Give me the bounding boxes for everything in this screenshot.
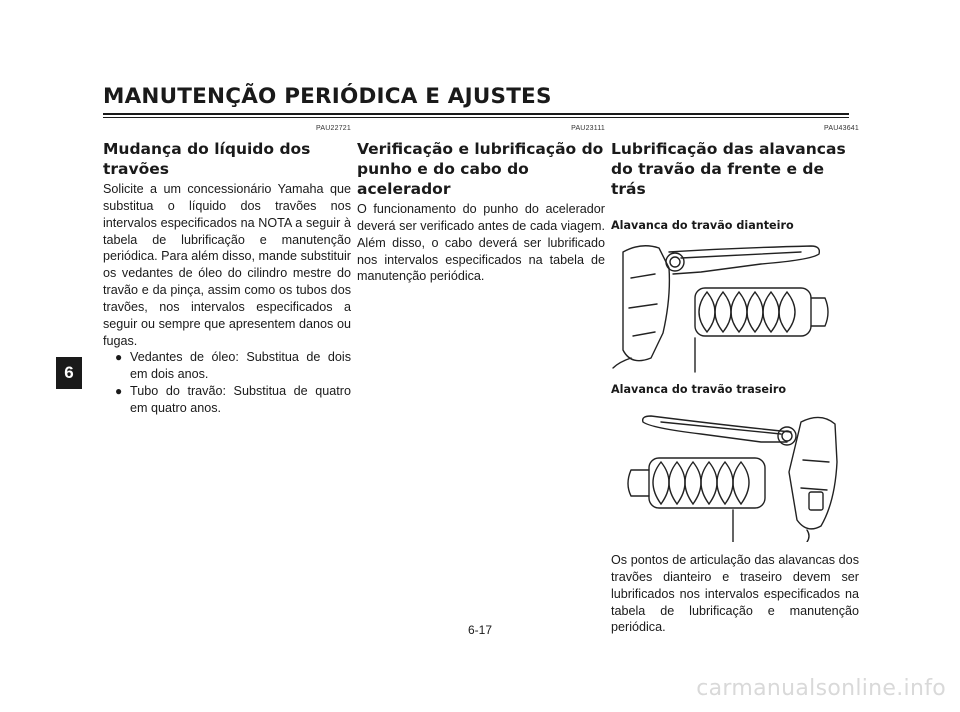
bullet-item <box>115 383 351 417</box>
bullet-dot-icon: ● <box>115 350 123 365</box>
section-code: PAU23111 <box>571 125 605 132</box>
rear-lever-illustration <box>611 402 859 542</box>
page-title: MANUTENÇÃO PERIÓDICA E AJUSTES <box>103 84 552 109</box>
rear-lever-label: Alavanca do travão traseiro <box>611 383 787 396</box>
chapter-tab[interactable]: 6 <box>56 357 82 389</box>
front-lever-illustration <box>611 238 859 373</box>
section-throttle <box>357 125 605 285</box>
front-lever-label: Alavanca do travão dianteiro <box>611 219 794 232</box>
title-rule <box>103 113 849 115</box>
bullet-dot-icon: ● <box>115 384 123 399</box>
bullet-item <box>115 349 351 383</box>
section-brake-levers <box>611 125 859 636</box>
section-code: PAU22721 <box>316 125 351 132</box>
section-heading: Verificação e lubrificação do punho e do cabo do acelerador <box>357 140 604 198</box>
front-brake-lever-icon <box>611 238 847 373</box>
title-rule-thin <box>103 117 849 118</box>
rear-brake-lever-icon <box>611 402 847 542</box>
section-paragraph: Os pontos de articulação das alavancas dos travões dianteiro e traseiro devem ser lubrificados nos intervalos especificados na tabela de lubrificação e manutenção periódica. <box>611 553 859 635</box>
section-code: PAU43641 <box>824 125 859 132</box>
section-heading: Lubrificação das alavancas do travão da frente e de trás <box>611 140 846 198</box>
bullet-text: Tubo do travão: Substitua de quatro em quatro anos. <box>130 384 351 415</box>
section-heading: Mudança do líquido dos travões <box>103 140 311 178</box>
page-number: 6-17 <box>467 623 493 637</box>
section-paragraph: Solicite a um concessionário Yamaha que substitua o líquido dos travões nos intervalos especificados na NOTA a seguir à tabela de lubrificação e manutenção periódica. Para além disso, mande substituir os vedantes de óleo do cilindro mestre do travão e da pinça, assim como os tubos dos travões, nos intervalos especificados a seguir ou sempre que apresentem danos ou fugas. <box>103 182 351 348</box>
bullet-text: Vedantes de óleo: Substitua de dois em dois anos. <box>130 350 351 382</box>
section-paragraph: O funcionamento do punho do acelerador deverá ser verificado antes de cada viagem. Além disso, o cabo deverá ser lubrificado nos intervalos especificados na tabela de manutenção periódica. <box>357 202 605 284</box>
bullet-list <box>115 349 351 416</box>
section-brake-fluid <box>103 125 351 417</box>
watermark[interactable]: carmanualsonline.info <box>696 676 946 701</box>
